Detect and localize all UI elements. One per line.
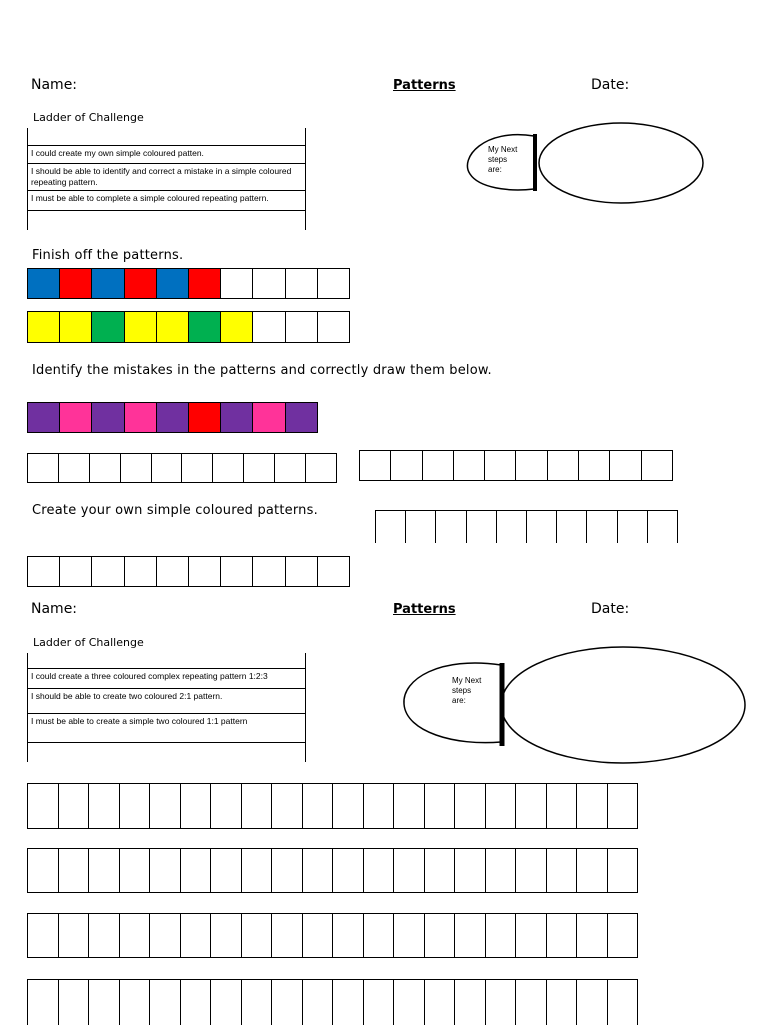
pattern-strip[interactable] [27,979,638,1025]
pattern-cell[interactable] [272,784,303,829]
pattern-cell[interactable] [242,849,273,893]
pattern-cell[interactable] [587,511,617,543]
page-title: Patterns [393,602,456,617]
pattern-cell[interactable] [120,849,151,893]
pattern-cell [286,403,318,433]
ladder-row: I should be able to create two coloured 2:1 pattern. [28,688,305,713]
pattern-cell[interactable] [121,454,152,483]
next-steps-bubble [400,644,750,768]
pattern-cell[interactable] [92,557,124,587]
ladder-of-challenge [27,128,306,230]
create-strip[interactable] [375,510,678,543]
pattern-cell[interactable] [28,980,59,1025]
pattern-cell[interactable] [89,784,120,829]
pattern-cell[interactable] [275,454,306,483]
pattern-cell[interactable] [333,980,364,1025]
pattern-cell[interactable] [577,784,608,829]
ladder-of-challenge [27,653,306,762]
pattern-cell[interactable] [211,914,242,958]
finish-pattern-1[interactable] [27,268,350,299]
pattern-cell[interactable] [425,980,456,1025]
pattern-strip[interactable] [27,913,638,958]
ladder-row: I must be able to create a simple two coloured 1:1 pattern [28,713,305,743]
pattern-cell[interactable] [364,849,395,893]
pattern-cell[interactable] [548,451,579,481]
pattern-cell[interactable] [486,784,517,829]
pattern-cell[interactable] [213,454,244,483]
pattern-cell[interactable] [150,914,181,958]
next-steps-line: are: [452,696,466,705]
pattern-cell[interactable] [59,454,90,483]
next-steps-line: steps [452,686,472,695]
pattern-cell[interactable] [150,980,181,1025]
pattern-cell[interactable] [181,980,212,1025]
pattern-cell[interactable] [516,451,547,481]
pattern-cell[interactable] [120,784,151,829]
pattern-cell[interactable] [333,914,364,958]
pattern-cell[interactable] [221,269,253,299]
pattern-cell[interactable] [467,511,497,543]
pattern-cell[interactable] [221,557,253,587]
pattern-cell[interactable] [516,849,547,893]
pattern-cell[interactable] [211,784,242,829]
pattern-cell[interactable] [303,784,334,829]
pattern-cell[interactable] [59,914,90,958]
pattern-cell[interactable] [333,784,364,829]
pattern-cell[interactable] [244,454,275,483]
pattern-cell[interactable] [516,980,547,1025]
pattern-cell[interactable] [527,511,557,543]
next-steps-text [488,145,517,175]
pattern-cell[interactable] [272,914,303,958]
pattern-cell[interactable] [253,269,285,299]
pattern-cell [253,403,285,433]
pattern-cell[interactable] [90,454,121,483]
pattern-cell[interactable] [608,849,639,893]
pattern-cell[interactable] [28,312,60,343]
mistakes-instruction: Identify the mistakes in the patterns and correctly draw them below. [32,363,492,378]
date-label: Date: [591,601,630,617]
pattern-cell[interactable] [436,511,466,543]
finish-pattern-2[interactable] [27,311,350,343]
pattern-cell[interactable] [221,312,253,343]
pattern-cell[interactable] [28,454,59,483]
pattern-cell[interactable] [28,914,59,958]
pattern-cell[interactable] [89,849,120,893]
pattern-cell [157,403,189,433]
pattern-cell [60,403,92,433]
pattern-cell[interactable] [577,980,608,1025]
name-label: Name: [31,77,78,93]
pattern-cell[interactable] [485,451,516,481]
pattern-cell[interactable] [189,312,221,343]
pattern-cell[interactable] [272,849,303,893]
pattern-cell[interactable] [364,914,395,958]
pattern-cell[interactable] [642,451,673,481]
pattern-cell[interactable] [486,849,517,893]
pattern-cell[interactable] [211,980,242,1025]
ladder-row: I could create my own simple coloured patten. [28,145,305,163]
pattern-cell[interactable] [306,454,337,483]
pattern-cell[interactable] [253,557,285,587]
pattern-cell[interactable] [618,511,648,543]
pattern-cell [28,403,60,433]
pattern-cell[interactable] [391,451,422,481]
pattern-cell[interactable] [59,980,90,1025]
pattern-strip[interactable] [27,848,638,893]
next-steps-line: My Next [452,676,482,685]
pattern-cell[interactable] [242,980,273,1025]
mistake-pattern [27,402,318,433]
pattern-cell[interactable] [608,980,639,1025]
pattern-cell[interactable] [242,914,273,958]
pattern-cell[interactable] [547,980,578,1025]
name-label: Name: [31,601,78,617]
pattern-cell[interactable] [286,312,318,343]
pattern-cell[interactable] [286,269,318,299]
pattern-cell[interactable] [272,980,303,1025]
pattern-cell[interactable] [181,784,212,829]
pattern-cell[interactable] [516,784,547,829]
pattern-cell[interactable] [318,312,350,343]
pattern-cell[interactable] [189,269,221,299]
pattern-cell[interactable] [579,451,610,481]
pattern-cell[interactable] [547,784,578,829]
pattern-cell[interactable] [120,980,151,1025]
pattern-cell[interactable] [157,312,189,343]
next-steps-text [452,676,481,706]
page-title: Patterns [393,78,456,93]
pattern-cell[interactable] [125,269,157,299]
next-steps-line: are: [488,165,502,174]
pattern-cell[interactable] [28,269,60,299]
next-steps-line: steps [488,155,508,164]
pattern-cell[interactable] [455,784,486,829]
pattern-cell[interactable] [303,980,334,1025]
pattern-cell[interactable] [157,269,189,299]
pattern-cell[interactable] [425,914,456,958]
date-label: Date: [591,77,630,93]
pattern-cell[interactable] [59,849,90,893]
pattern-cell[interactable] [547,914,578,958]
pattern-cell[interactable] [648,511,678,543]
pattern-cell [125,403,157,433]
pattern-cell[interactable] [516,914,547,958]
pattern-cell[interactable] [157,557,189,587]
pattern-cell[interactable] [557,511,587,543]
pattern-cell[interactable] [360,451,391,481]
pattern-cell[interactable] [182,454,213,483]
pattern-cell[interactable] [152,454,183,483]
pattern-cell[interactable] [425,849,456,893]
pattern-cell[interactable] [423,451,454,481]
pattern-cell[interactable] [189,557,221,587]
pattern-cell[interactable] [497,511,527,543]
pattern-cell[interactable] [150,849,181,893]
pattern-cell[interactable] [425,784,456,829]
pattern-cell[interactable] [89,980,120,1025]
pattern-cell [221,403,253,433]
next-steps-line: My Next [488,145,518,154]
pattern-cell[interactable] [333,849,364,893]
pattern-cell[interactable] [394,914,425,958]
pattern-cell[interactable] [486,980,517,1025]
pattern-cell[interactable] [455,849,486,893]
pattern-cell[interactable] [150,784,181,829]
pattern-cell[interactable] [60,269,92,299]
pattern-cell[interactable] [28,849,59,893]
create-strip[interactable] [27,556,350,587]
pattern-cell[interactable] [394,980,425,1025]
pattern-cell[interactable] [125,312,157,343]
correction-strip[interactable] [27,453,337,483]
pattern-cell[interactable] [608,914,639,958]
pattern-cell[interactable] [89,914,120,958]
pattern-cell[interactable] [60,312,92,343]
pattern-cell[interactable] [181,849,212,893]
pattern-cell[interactable] [92,269,124,299]
ladder-row: I must be able to complete a simple coloured repeating pattern. [28,190,305,211]
pattern-strip[interactable] [27,783,638,829]
ladder-row: I should be able to identify and correct a mistake in a simple coloured repeating pattern. [28,163,305,190]
pattern-cell[interactable] [455,914,486,958]
ladder-title: Ladder of Challenge [33,111,144,124]
pattern-cell[interactable] [303,914,334,958]
pattern-cell[interactable] [486,914,517,958]
pattern-cell [189,403,221,433]
pattern-cell[interactable] [318,557,350,587]
ladder-row: I could create a three coloured complex repeating pattern 1:2:3 [28,668,305,688]
pattern-cell[interactable] [577,849,608,893]
create-instruction: Create your own simple coloured patterns. [32,503,318,518]
pattern-cell[interactable] [286,557,318,587]
pattern-cell[interactable] [610,451,641,481]
finish-instruction: Finish off the patterns. [32,248,184,263]
pattern-cell[interactable] [455,980,486,1025]
pattern-cell[interactable] [211,849,242,893]
pattern-cell[interactable] [364,980,395,1025]
pattern-cell[interactable] [454,451,485,481]
pattern-cell[interactable] [608,784,639,829]
pattern-cell [92,403,124,433]
pattern-cell[interactable] [376,511,406,543]
pattern-cell[interactable] [60,557,92,587]
pattern-cell[interactable] [394,849,425,893]
correction-strip[interactable] [359,450,673,481]
pattern-cell[interactable] [28,557,60,587]
pattern-cell[interactable] [577,914,608,958]
pattern-cell[interactable] [318,269,350,299]
pattern-cell[interactable] [120,914,151,958]
pattern-cell[interactable] [181,914,212,958]
pattern-cell[interactable] [364,784,395,829]
pattern-cell[interactable] [28,784,59,829]
ladder-title: Ladder of Challenge [33,636,144,649]
pattern-cell[interactable] [242,784,273,829]
pattern-cell[interactable] [303,849,334,893]
pattern-cell[interactable] [59,784,90,829]
pattern-cell[interactable] [125,557,157,587]
pattern-cell[interactable] [92,312,124,343]
pattern-cell[interactable] [547,849,578,893]
pattern-cell[interactable] [394,784,425,829]
pattern-cell[interactable] [253,312,285,343]
pattern-cell[interactable] [406,511,436,543]
